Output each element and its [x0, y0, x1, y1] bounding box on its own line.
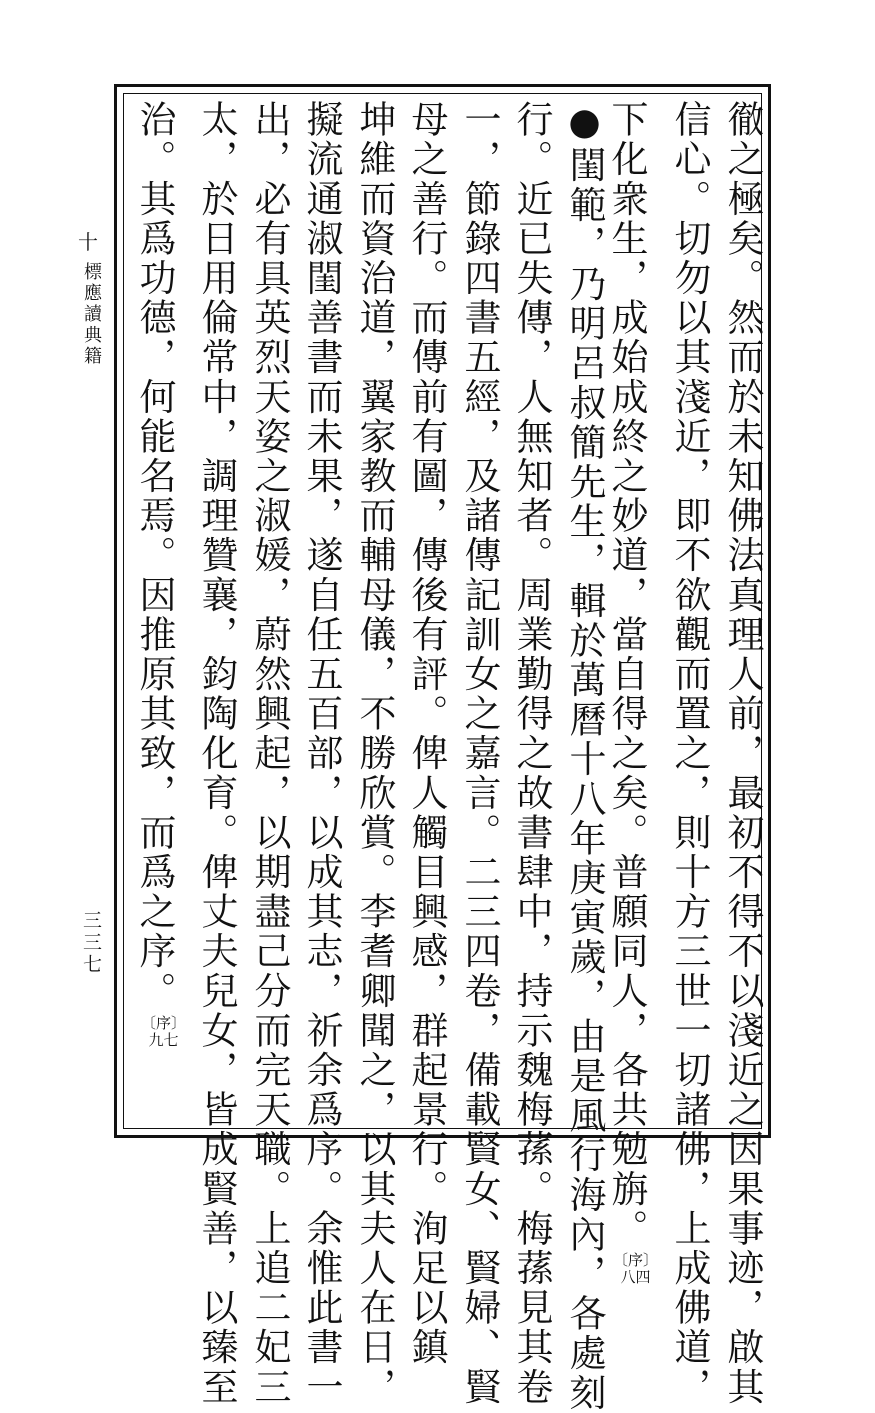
- text-column-1: 徹之極矣。然而於未知佛法真理人前，最初不得不以淺近之因果事迹，啟其: [721, 100, 764, 1407]
- text-column-4: ●閨範，乃明呂叔簡先生，輯於萬曆十八年庚寅歲，由是風行海內，各處刻: [563, 100, 606, 1413]
- source-note-number: 八四: [620, 1268, 651, 1287]
- text-column-3: [604, 100, 658, 1287]
- column-3-text: 下化衆生，成始成終之妙道，當自得之矣。普願同人，各共勉旃。: [604, 100, 648, 1249]
- source-note-number: 九七: [148, 1030, 179, 1049]
- text-column-11: 太，於日用倫常中，調理贊襄，鈞陶化育。俾丈夫兒女，皆成賢善，以臻至: [195, 100, 238, 1407]
- text-column-7: 母之善行。而傳前有圖，傳後有評。俾人觸目興感，群起景行。洵足以鎮: [405, 100, 448, 1368]
- source-note: [141, 1015, 186, 1049]
- column-12-text: 治。其爲功德，何能名焉。因推原其致，而爲之序。: [132, 100, 176, 1011]
- text-column-5: 行。近已失傳，人無知者。周業勤得之故書肆中，持示魏梅蓀。梅蓀見其卷: [510, 100, 553, 1407]
- text-column-10: 出，必有具英烈天姿之淑媛，蔚然興起，以期盡己分而完天職。上追二妃三: [248, 100, 291, 1407]
- volume-mark: 十: [78, 230, 98, 254]
- source-note-label: 〔序〕: [140, 1013, 186, 1032]
- source-note-label: 〔序〕: [612, 1251, 658, 1270]
- text-column-8: 坤維而資治道，翼家教而輔母儀，不勝欣賞。李耆卿聞之，以其夫人在日，: [353, 100, 396, 1407]
- page-number: 三三七: [80, 910, 102, 976]
- text-column-12: [132, 100, 186, 1120]
- text-column-6: 一，節錄四書五經，及諸傳記訓女之嘉言。二三四卷，備載賢女、賢婦、賢: [458, 100, 501, 1407]
- text-column-2: 信心。切勿以其淺近，即不欲觀而置之，則十方三世一切諸佛，上成佛道，: [668, 100, 711, 1407]
- book-title: 標應讀典籍: [81, 262, 102, 367]
- text-column-9: 擬流通淑閨善書而未果，遂自任五百部，以成其志，祈余爲序。余惟此書一: [300, 100, 343, 1407]
- source-note: [613, 1252, 658, 1286]
